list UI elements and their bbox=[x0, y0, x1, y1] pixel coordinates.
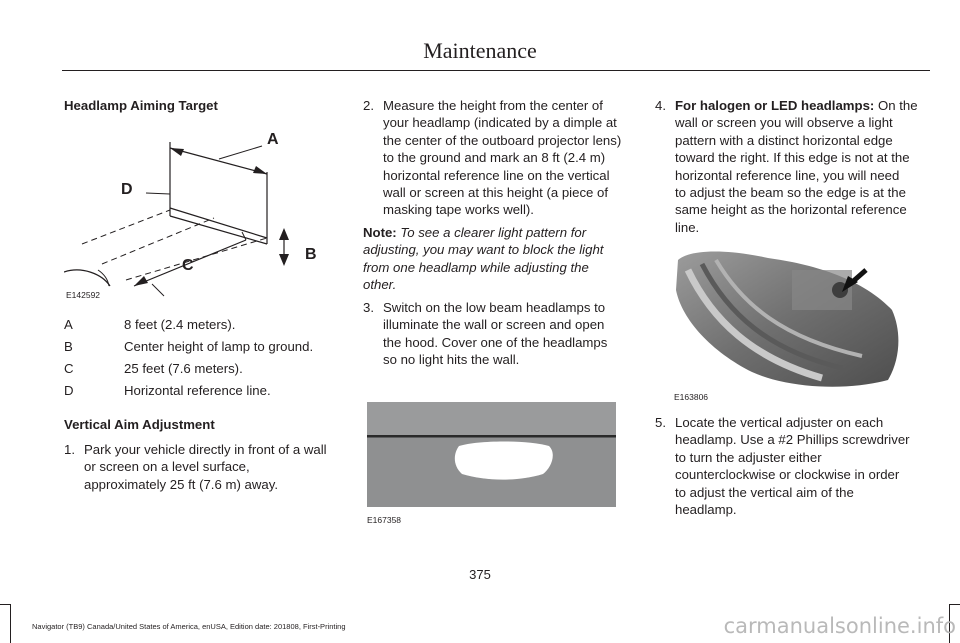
diagram-label-d: D bbox=[121, 181, 133, 198]
step-bold-lead: For halogen or LED headlamps: bbox=[675, 98, 875, 113]
step-line: masking tape works well). bbox=[383, 202, 534, 218]
page-title: Maintenance bbox=[423, 38, 537, 63]
step-line: same height as the horizontal reference bbox=[675, 202, 907, 218]
step-line: your headlamp (indicated by a dimple at bbox=[383, 115, 617, 131]
note-line: from one headlamp while adjusting the bbox=[363, 259, 589, 275]
diagram-label-c: C bbox=[182, 257, 194, 274]
step-line: Measure the height from the center of bbox=[383, 98, 603, 113]
step-line: toward the right. If this edge is not at the bbox=[675, 150, 910, 166]
step-number: 2. bbox=[363, 98, 374, 113]
crop-mark-left-vertical bbox=[10, 604, 11, 643]
legend-key: D bbox=[64, 383, 74, 398]
step-line: the hood. Cover one of the headlamps bbox=[383, 334, 608, 350]
legend-text: 25 feet (7.6 meters). bbox=[124, 361, 243, 376]
figure-code: E163806 bbox=[674, 392, 709, 402]
diagram-label-b: B bbox=[305, 246, 317, 263]
step-number: 4. bbox=[655, 98, 666, 113]
header-rule bbox=[62, 70, 930, 71]
step-line: headlamp. Use a #2 Phillips screwdriver bbox=[675, 432, 910, 448]
step-number: 3. bbox=[363, 300, 374, 315]
page-number: 375 bbox=[469, 567, 491, 582]
step-line: wall or screen you will observe a light bbox=[675, 115, 893, 131]
step-number: 5. bbox=[655, 415, 666, 430]
step-line: so no light hits the wall. bbox=[383, 352, 520, 368]
step-line: wall or screen at this height (a piece of bbox=[383, 185, 609, 201]
note-line: other. bbox=[363, 277, 397, 293]
step-line: pattern with a distinct horizontal edge bbox=[675, 132, 893, 148]
figure-code: E142592 bbox=[66, 290, 101, 300]
step-line: counterclockwise or clockwise in order bbox=[675, 467, 900, 483]
step-line: to adjust the beam so the edge is at the bbox=[675, 185, 906, 201]
step-line: Park your vehicle directly in front of a wall bbox=[84, 442, 327, 457]
note-line: adjusting, you may want to block the light bbox=[363, 242, 604, 258]
step-line: to adjust the vertical aim of the bbox=[675, 484, 854, 500]
step-line: headlamp. bbox=[675, 502, 737, 518]
crop-mark-right-horizontal bbox=[949, 604, 960, 605]
step-line: or screen on a level surface, bbox=[84, 459, 250, 475]
section-subheading: Vertical Aim Adjustment bbox=[64, 417, 215, 432]
legend-key: C bbox=[64, 361, 74, 376]
headlamp-adjuster-image bbox=[672, 240, 904, 392]
legend-text: Center height of lamp to ground. bbox=[124, 339, 314, 354]
step-line: the center of the outboard projector lens) bbox=[383, 132, 622, 148]
step-number: 1. bbox=[64, 442, 75, 457]
light-pattern-image bbox=[367, 402, 616, 507]
step-line: Switch on the low beam headlamps to bbox=[383, 300, 606, 315]
legend-key: A bbox=[64, 317, 73, 332]
legend-text: 8 feet (2.4 meters). bbox=[124, 317, 236, 332]
legend-text: Horizontal reference line. bbox=[124, 383, 271, 398]
step-line: line. bbox=[675, 219, 700, 235]
step-line: horizontal reference line on the vertical bbox=[383, 167, 610, 183]
step-line: approximately 25 ft (7.6 m) away. bbox=[84, 476, 278, 492]
section-heading: Headlamp Aiming Target bbox=[64, 98, 218, 113]
step-line: illuminate the wall or screen and open bbox=[383, 317, 605, 333]
step-line: On the bbox=[874, 98, 918, 113]
legend-key: B bbox=[64, 339, 73, 354]
watermark: carmanualsonline.info bbox=[723, 614, 956, 638]
step-line: to turn the adjuster either bbox=[675, 449, 822, 465]
step-line: Locate the vertical adjuster on each bbox=[675, 415, 884, 430]
note-line: To see a clearer light pattern for bbox=[400, 225, 587, 240]
step-line: horizontal reference line, you will need bbox=[675, 167, 900, 183]
step-line: to the ground and mark an 8 ft (2.4 m) bbox=[383, 150, 606, 166]
figure-code: E167358 bbox=[367, 515, 402, 525]
diagram-label-a: A bbox=[267, 131, 279, 148]
footer-text: Navigator (TB9) Canada/United States of America, enUSA, Edition date: 201808, First-Printing bbox=[32, 622, 346, 631]
crop-mark-left-horizontal bbox=[0, 604, 11, 605]
note-label: Note: bbox=[363, 225, 397, 240]
headlamp-aiming-target-diagram bbox=[64, 124, 334, 302]
note-block bbox=[363, 224, 648, 294]
